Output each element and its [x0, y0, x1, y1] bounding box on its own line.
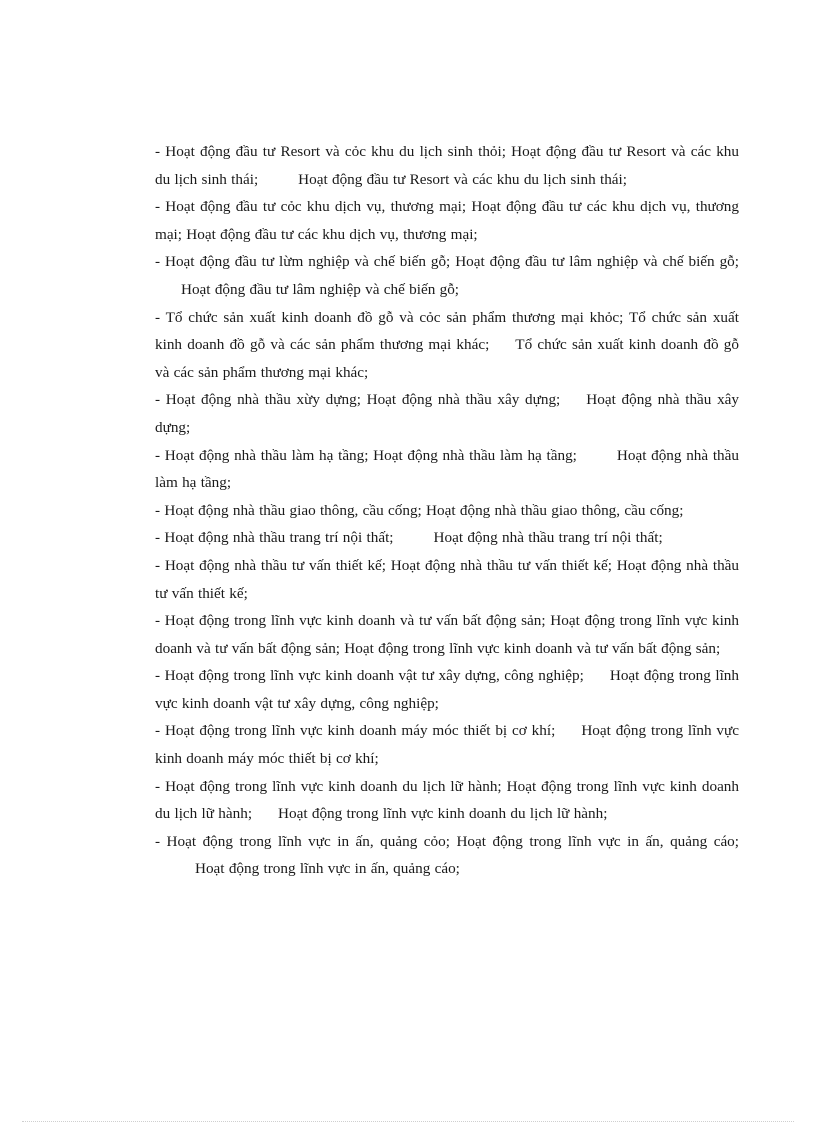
paragraph-text: - Hoạt động đầu tư lừm nghiệp và chế biến gỗ; Hoạt động đầu tư lâm nghiệp và chế biến gỗ; — [155, 253, 739, 271]
paragraph-services — [155, 193, 739, 248]
paragraph-wood-products — [155, 304, 739, 387]
paragraph-text: - Hoạt động nhà thầu làm hạ tầng; Hoạt động nhà thầu làm hạ tầng; — [155, 446, 577, 464]
paragraph-repeat: Hoạt động đầu tư các khu dịch vụ, thương mại; — [186, 225, 478, 243]
paragraph-text: - Hoạt động đầu tư cỏc khu dịch vụ, thương mại; Hoạt động đầu tư các khu dịch vụ, thương mại; — [155, 198, 739, 243]
paragraph-text: - Hoạt động trong lĩnh vực kinh doanh vật tư xây dựng, công nghiệp; — [155, 667, 584, 685]
paragraph-repeat: Hoạt động trong lĩnh vực kinh doanh du lịch lữ hành; — [278, 805, 608, 823]
paragraph-interior — [155, 524, 739, 552]
paragraph-text: - Hoạt động trong lĩnh vực kinh doanh máy móc thiết bị cơ khí; — [155, 722, 556, 740]
paragraph-repeat: Hoạt động nhà thầu trang trí nội thất; — [433, 529, 663, 547]
paragraph-transport — [155, 497, 739, 525]
paragraph-repeat: Hoạt động đầu tư Resort và các khu du lịch sinh thái; — [298, 170, 627, 188]
paragraph-text: - Hoạt động trong lĩnh vực kinh doanh du lịch lữ hành; Hoạt động trong lĩnh vực kinh doanh du lịch lữ hành; — [155, 777, 739, 823]
paragraph-repeat: Hoạt động trong lĩnh vực kinh doanh vật tư xây dựng, công nghiệp; — [155, 667, 739, 712]
paragraph-repeat: Hoạt động nhà thầu tư vấn thiết kế; — [155, 556, 739, 602]
paragraph-resort — [155, 138, 739, 193]
paragraph-text: - Hoạt động đầu tư Resort và cỏc khu du lịch sinh thỏi; Hoạt động đầu tư Resort và các khu du lịch sinh thái; — [155, 143, 739, 188]
paragraph-building-materials — [155, 662, 739, 717]
paragraph-printing-advertising — [155, 828, 739, 883]
paragraph-design-consulting — [155, 552, 739, 607]
paragraph-text: - Hoạt động nhà thầu tư vấn thiết kế; Hoạt động nhà thầu tư vấn thiết kế; — [155, 556, 612, 574]
paragraph-repeat: Hoạt động nhà thầu xây dựng; — [155, 391, 739, 436]
paragraph-text: - Hoạt động trong lĩnh vực kinh doanh và tư vấn bất động sản; Hoạt động trong lĩnh vực kinh doanh và tư vấn bất động sản; Hoạt động trong lĩnh vực kinh doanh và tư vấn bất động sản; — [155, 612, 739, 657]
paragraph-repeat: Hoạt động nhà thầu làm hạ tầng; — [155, 446, 739, 492]
paragraph-text: - Tổ chức sản xuất kinh doanh đồ gỗ và cỏc sản phẩm thương mại khỏc; Tổ chức sản xuất kinh doanh đồ gỗ và các sản phẩm thương mại khác; — [155, 308, 739, 354]
paragraph-repeat: Hoạt động trong lĩnh vực kinh doanh máy móc thiết bị cơ khí; — [155, 722, 739, 768]
paragraph-text: - Hoạt động nhà thầu xừy dựng; Hoạt động nhà thầu xây dựng; — [155, 391, 561, 409]
paragraph-machinery — [155, 717, 739, 772]
paragraph-infrastructure — [155, 442, 739, 497]
paragraph-real-estate — [155, 607, 739, 662]
paragraph-text: - Hoạt động nhà thầu giao thông, cầu cống; Hoạt động nhà thầu giao thông, cầu cống; — [155, 501, 684, 519]
paragraph-text: - Hoạt động nhà thầu trang trí nội thất; — [155, 529, 394, 547]
paragraph-construction — [155, 386, 739, 441]
paragraph-repeat: Tổ chức sản xuất kinh doanh đồ gỗ và các sản phẩm thương mại khác; — [155, 336, 739, 381]
paragraph-travel — [155, 773, 739, 828]
paragraph-forestry — [155, 248, 739, 303]
paragraph-repeat: Hoạt động trong lĩnh vực in ấn, quảng cáo; — [195, 860, 460, 878]
document-body — [155, 138, 739, 883]
paragraph-text: - Hoạt động trong lĩnh vực in ấn, quảng cỏo; Hoạt động trong lĩnh vực in ấn, quảng cáo; — [155, 832, 739, 850]
page-bottom-rule — [22, 1121, 794, 1122]
paragraph-repeat: Hoạt động đầu tư lâm nghiệp và chế biến gỗ; — [181, 280, 460, 298]
